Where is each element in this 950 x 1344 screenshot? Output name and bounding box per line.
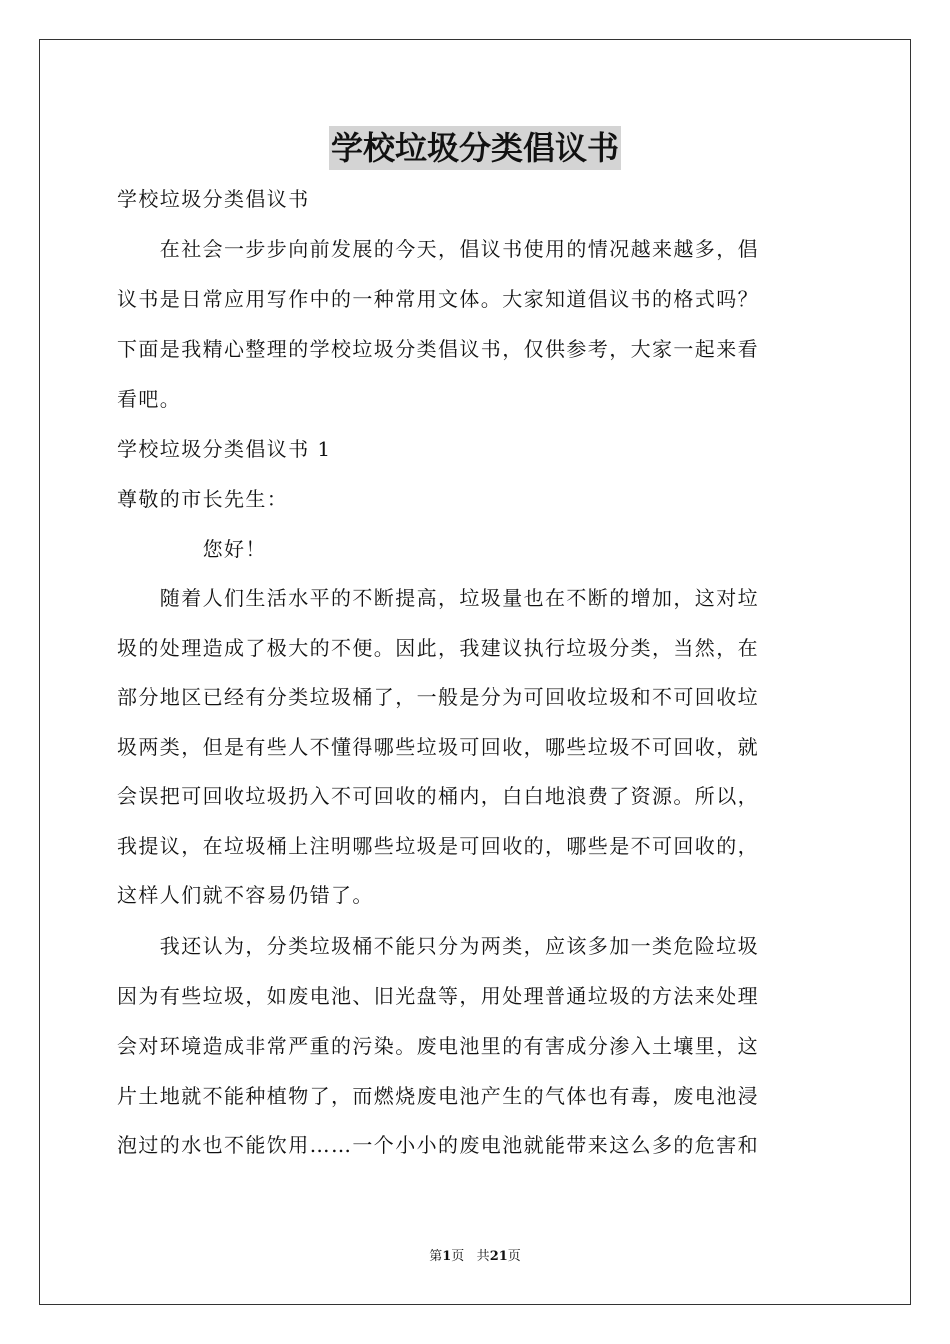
text-line: 圾两类，但是有些人不懂得哪些垃圾可回收，哪些垃圾不可回收，就 [117,735,759,759]
text-line: 泡过的水也不能饮用……一个小小的废电池就能带来这么多的危害和 [117,1133,759,1157]
page-border [39,39,911,1305]
total-prefix: 共 [476,1249,490,1264]
text-line: 下面是我精心整理的学校垃圾分类倡议书，仅供参考，大家一起来看 [117,337,759,361]
title-container [0,126,950,170]
text-line: 这样人们就不容易仍错了。 [117,883,374,907]
page-footer [0,1248,950,1266]
text-line: 在社会一步步向前发展的今天，倡议书使用的情况越来越多，倡 [117,237,759,261]
text-line: 您好！ [117,537,267,561]
text-line: 学校垃圾分类倡议书 [117,187,310,211]
text-line: 议书是日常应用写作中的一种常用文体。大家知道倡议书的格式吗？ [117,287,759,311]
text-line: 因为有些垃圾，如废电池、旧光盘等，用处理普通垃圾的方法来处理 [117,984,759,1008]
document-title: 学校垃圾分类倡议书 [329,126,621,170]
page-prefix: 第 [429,1249,443,1264]
total-suffix: 页 [507,1249,521,1264]
text-line: 会误把可回收垃圾扔入不可回收的桶内，白白地浪费了资源。所以， [117,784,759,808]
text-line: 部分地区已经有分类垃圾桶了，一般是分为可回收垃圾和不可回收垃 [117,685,759,709]
text-line: 我提议，在垃圾桶上注明哪些垃圾是可回收的，哪些是不可回收的， [117,834,759,858]
text-line: 我还认为，分类垃圾桶不能只分为两类，应该多加一类危险垃圾 [117,934,759,958]
text-line: 学校垃圾分类倡议书 1 [117,437,332,461]
text-line: 尊敬的市长先生： [117,487,289,511]
total-pages: 21 [489,1249,508,1264]
text-line: 看吧。 [117,387,182,411]
text-line: 随着人们生活水平的不断提高，垃圾量也在不断的增加，这对垃 [117,586,759,610]
page-suffix: 页 [451,1249,465,1264]
text-line: 片土地就不能种植物了，而燃烧废电池产生的气体也有毒，废电池浸 [117,1084,759,1108]
page-number: 1 [442,1249,452,1264]
text-line: 会对环境造成非常严重的污染。废电池里的有害成分渗入土壤里，这 [117,1034,759,1058]
text-line: 圾的处理造成了极大的不便。因此，我建议执行垃圾分类，当然，在 [117,636,759,660]
